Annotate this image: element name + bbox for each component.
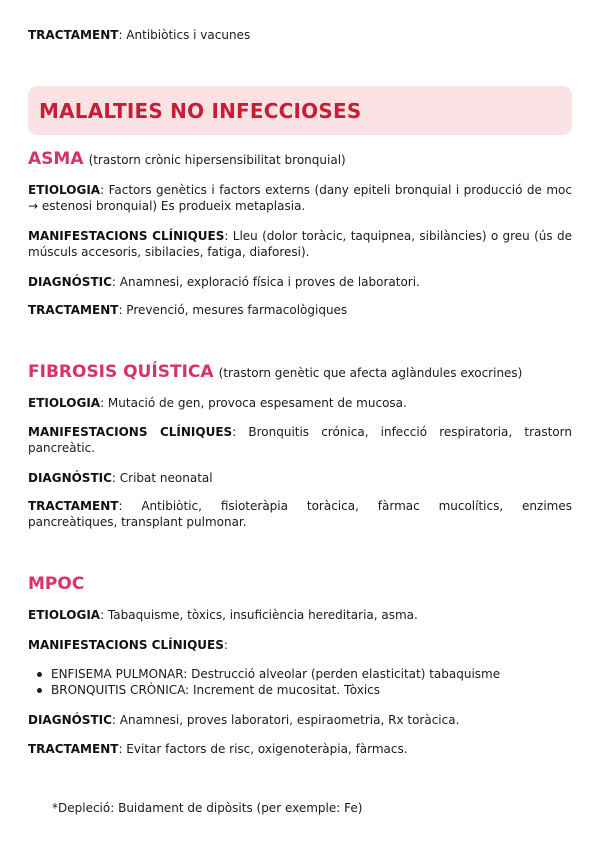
fibrosi-subtitle: (trastorn genètic que afecta aglàndules exocrines) <box>218 366 523 380</box>
banner-title: MALALTIES NO INFECCIOSES <box>39 99 362 123</box>
fibrosi-diagnostic-label: DIAGNÓSTIC <box>28 471 112 485</box>
fibrosi-etiologia-text: : Mutació de gen, provoca espesament de mucosa. <box>100 396 407 410</box>
mpoc-diagnostic <box>28 712 572 728</box>
mpoc-tractament-text: : Evitar factors de risc, oxigenoteràpia, fàrmacs. <box>118 742 408 756</box>
asma-etiologia-text: : Factors genètics i factors externs (dany epiteli bronquial i producció de moc → estenosi bronquial) Es produeix metaplasia. <box>28 183 572 213</box>
asma-etiologia-label: ETIOLOGIA <box>28 183 101 197</box>
list-item <box>34 682 500 698</box>
mpoc-manifestacions <box>28 637 572 653</box>
mpoc-diagnostic-text: : Anamnesi, proves laboratori, espiraometria, Rx toràcica. <box>111 713 460 727</box>
list-item <box>34 666 500 682</box>
fibrosi-diagnostic <box>28 470 572 486</box>
mpoc-manifestacions-label: MANIFESTACIONS CLÍNIQUES <box>28 638 224 652</box>
fibrosi-tractament <box>28 498 572 530</box>
fibrosi-heading <box>28 361 522 384</box>
asma-tractament <box>28 302 572 318</box>
mpoc-heading <box>28 573 84 595</box>
mpoc-tractament-label: TRACTAMENT <box>28 742 119 756</box>
fibrosi-diagnostic-text: : Cribat neonatal <box>111 471 213 485</box>
intro-tractament-text: : Antibiòtics i vacunes <box>118 28 251 42</box>
fibrosi-title: FIBROSIS QUÍSTICA <box>28 362 214 382</box>
asma-heading <box>28 148 346 171</box>
mpoc-bullet-list <box>34 666 500 698</box>
mpoc-tractament <box>28 741 572 757</box>
asma-diagnostic-label: DIAGNÓSTIC <box>28 275 112 289</box>
list-item-text: ENFISEMA PULMONAR: Destrucció alveolar (perden elasticitat) tabaquisme <box>51 667 501 681</box>
fibrosi-etiologia-label: ETIOLOGIA <box>28 396 101 410</box>
fibrosi-manifestacions-text: : Bronquitis crónica, infecció respiratoria, trastorn pancreàtic. <box>28 425 572 455</box>
asma-diagnostic <box>28 274 572 290</box>
asma-title: ASMA <box>28 149 84 169</box>
mpoc-etiologia-text: : Tabaquisme, tòxics, insuficiència hereditaria, asma. <box>100 608 418 622</box>
fibrosi-manifestacions <box>28 424 572 456</box>
intro-tractament <box>28 27 572 43</box>
asma-diagnostic-text: : Anamnesi, exploració física i proves de laboratori. <box>111 275 420 289</box>
fibrosi-etiologia <box>28 395 572 411</box>
fibrosi-tractament-text: : Antibiòtic, fisioteràpia toràcica, fàrmac mucolítics, enzimes pancreàtiques, transplant pulmonar. <box>28 499 572 529</box>
asma-etiologia <box>28 182 572 214</box>
bullet-icon <box>37 672 42 677</box>
mpoc-diagnostic-label: DIAGNÓSTIC <box>28 713 112 727</box>
bullet-icon <box>37 688 42 693</box>
asma-manifestacions <box>28 228 572 260</box>
asma-tractament-text: : Prevenció, mesures farmacològiques <box>118 303 348 317</box>
footnote: *Depleció: Buidament de dipòsits (per exemple: Fe) <box>52 801 363 815</box>
mpoc-title: MPOC <box>28 574 85 594</box>
mpoc-manifestacions-text: : <box>223 638 228 652</box>
asma-tractament-label: TRACTAMENT <box>28 303 119 317</box>
asma-manifestacions-label: MANIFESTACIONS CLÍNIQUES <box>28 229 225 243</box>
fibrosi-tractament-label: TRACTAMENT <box>28 499 119 513</box>
section-banner <box>28 86 572 135</box>
mpoc-etiologia <box>28 607 572 623</box>
mpoc-etiologia-label: ETIOLOGIA <box>28 608 101 622</box>
intro-tractament-label: TRACTAMENT <box>28 28 119 42</box>
fibrosi-manifestacions-label: MANIFESTACIONS CLÍNIQUES <box>28 425 233 439</box>
list-item-text: BRONQUITIS CRÒNICA: Increment de mucositat. Tòxics <box>51 683 381 697</box>
asma-manifestacions-text: : Lleu (dolor toràcic, taquipnea, sibilàncies) o greu (ús de músculs accesoris, sibilacies, fatiga, diaforesi). <box>28 229 572 259</box>
asma-subtitle: (trastorn crònic hipersensibilitat bronquial) <box>88 153 346 167</box>
